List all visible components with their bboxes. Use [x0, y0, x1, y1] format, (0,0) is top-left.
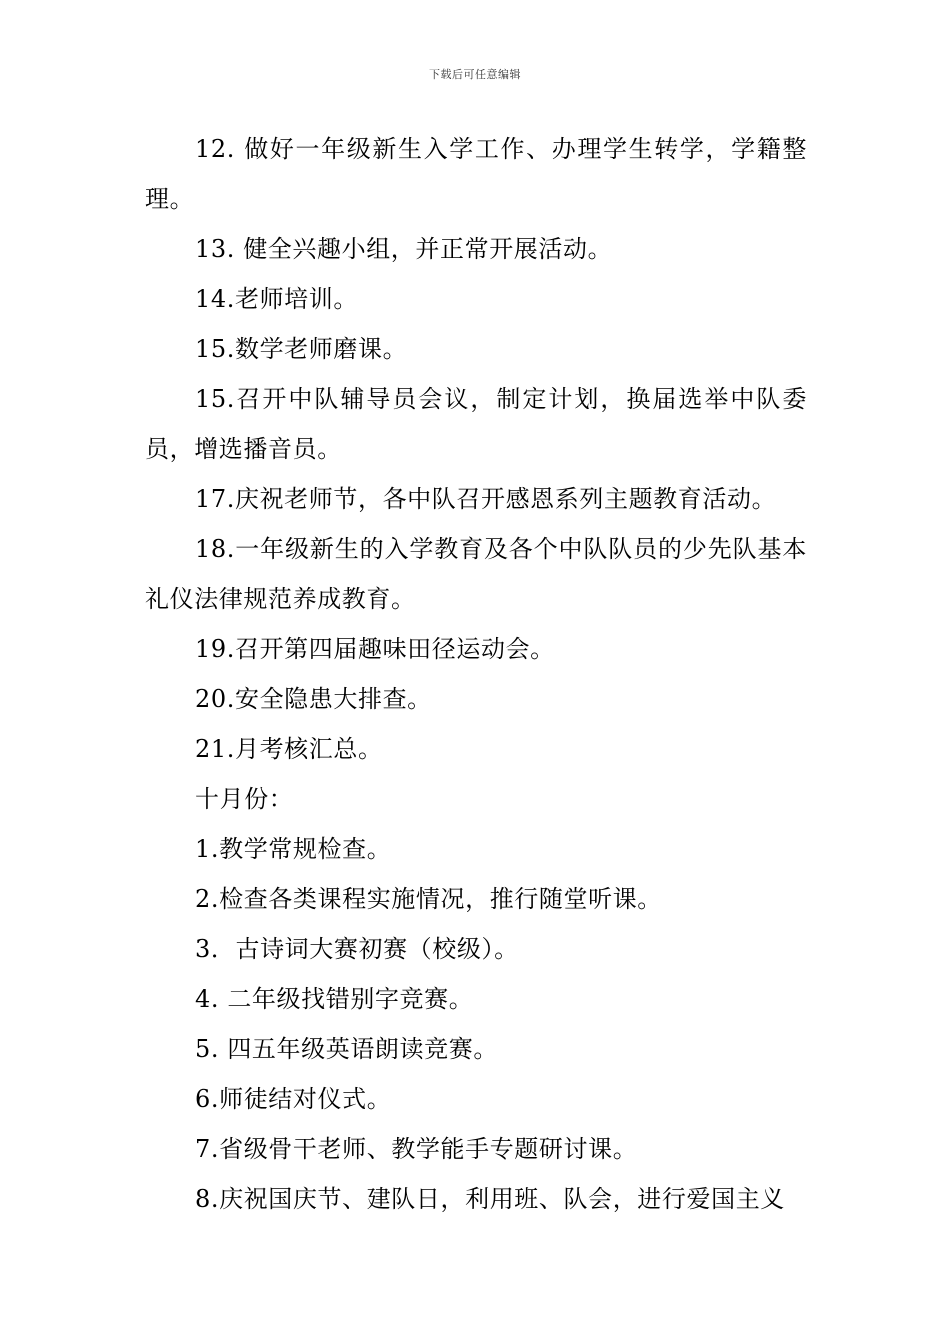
paragraph: 19.召开第四届趣味田径运动会。	[195, 635, 555, 663]
paragraph: 5. 四五年级英语朗读竞赛。	[195, 1035, 498, 1063]
paragraph: 18.一年级新生的入学教育及各个中队队员的少先队基本礼仪法律规范养成教育。	[145, 535, 807, 613]
paragraph: 8.庆祝国庆节、建队日，利用班、队会，进行爱国主义	[195, 1185, 785, 1213]
paragraph: 2.检查各类课程实施情况，推行随堂听课。	[195, 885, 662, 913]
paragraph: 14.老师培训。	[195, 285, 358, 313]
paragraph: 20.安全隐患大排查。	[195, 685, 432, 713]
paragraph: 15.召开中队辅导员会议，制定计划，换届选举中队委员，增选播音员。	[145, 385, 807, 463]
document-body	[145, 124, 807, 1224]
paragraph: 21.月考核汇总。	[195, 735, 383, 763]
header-note: 下载后可任意编辑	[429, 68, 521, 81]
paragraph: 7.省级骨干老师、教学能手专题研讨课。	[195, 1135, 638, 1163]
paragraph: 15.数学老师磨课。	[195, 335, 408, 363]
paragraph: 3．古诗词大赛初赛（校级）。	[195, 935, 519, 963]
paragraph: 12. 做好一年级新生入学工作、办理学生转学，学籍整理。	[145, 135, 807, 213]
paragraph: 4. 二年级找错别字竞赛。	[195, 985, 474, 1013]
paragraph: 1.教学常规检查。	[195, 835, 392, 863]
paragraph: 13. 健全兴趣小组，并正常开展活动。	[195, 235, 613, 263]
paragraph: 6.师徒结对仪式。	[195, 1085, 392, 1113]
section-heading-october: 十月份：	[195, 785, 294, 813]
paragraph: 17.庆祝老师节，各中队召开感恩系列主题教育活动。	[195, 485, 777, 513]
